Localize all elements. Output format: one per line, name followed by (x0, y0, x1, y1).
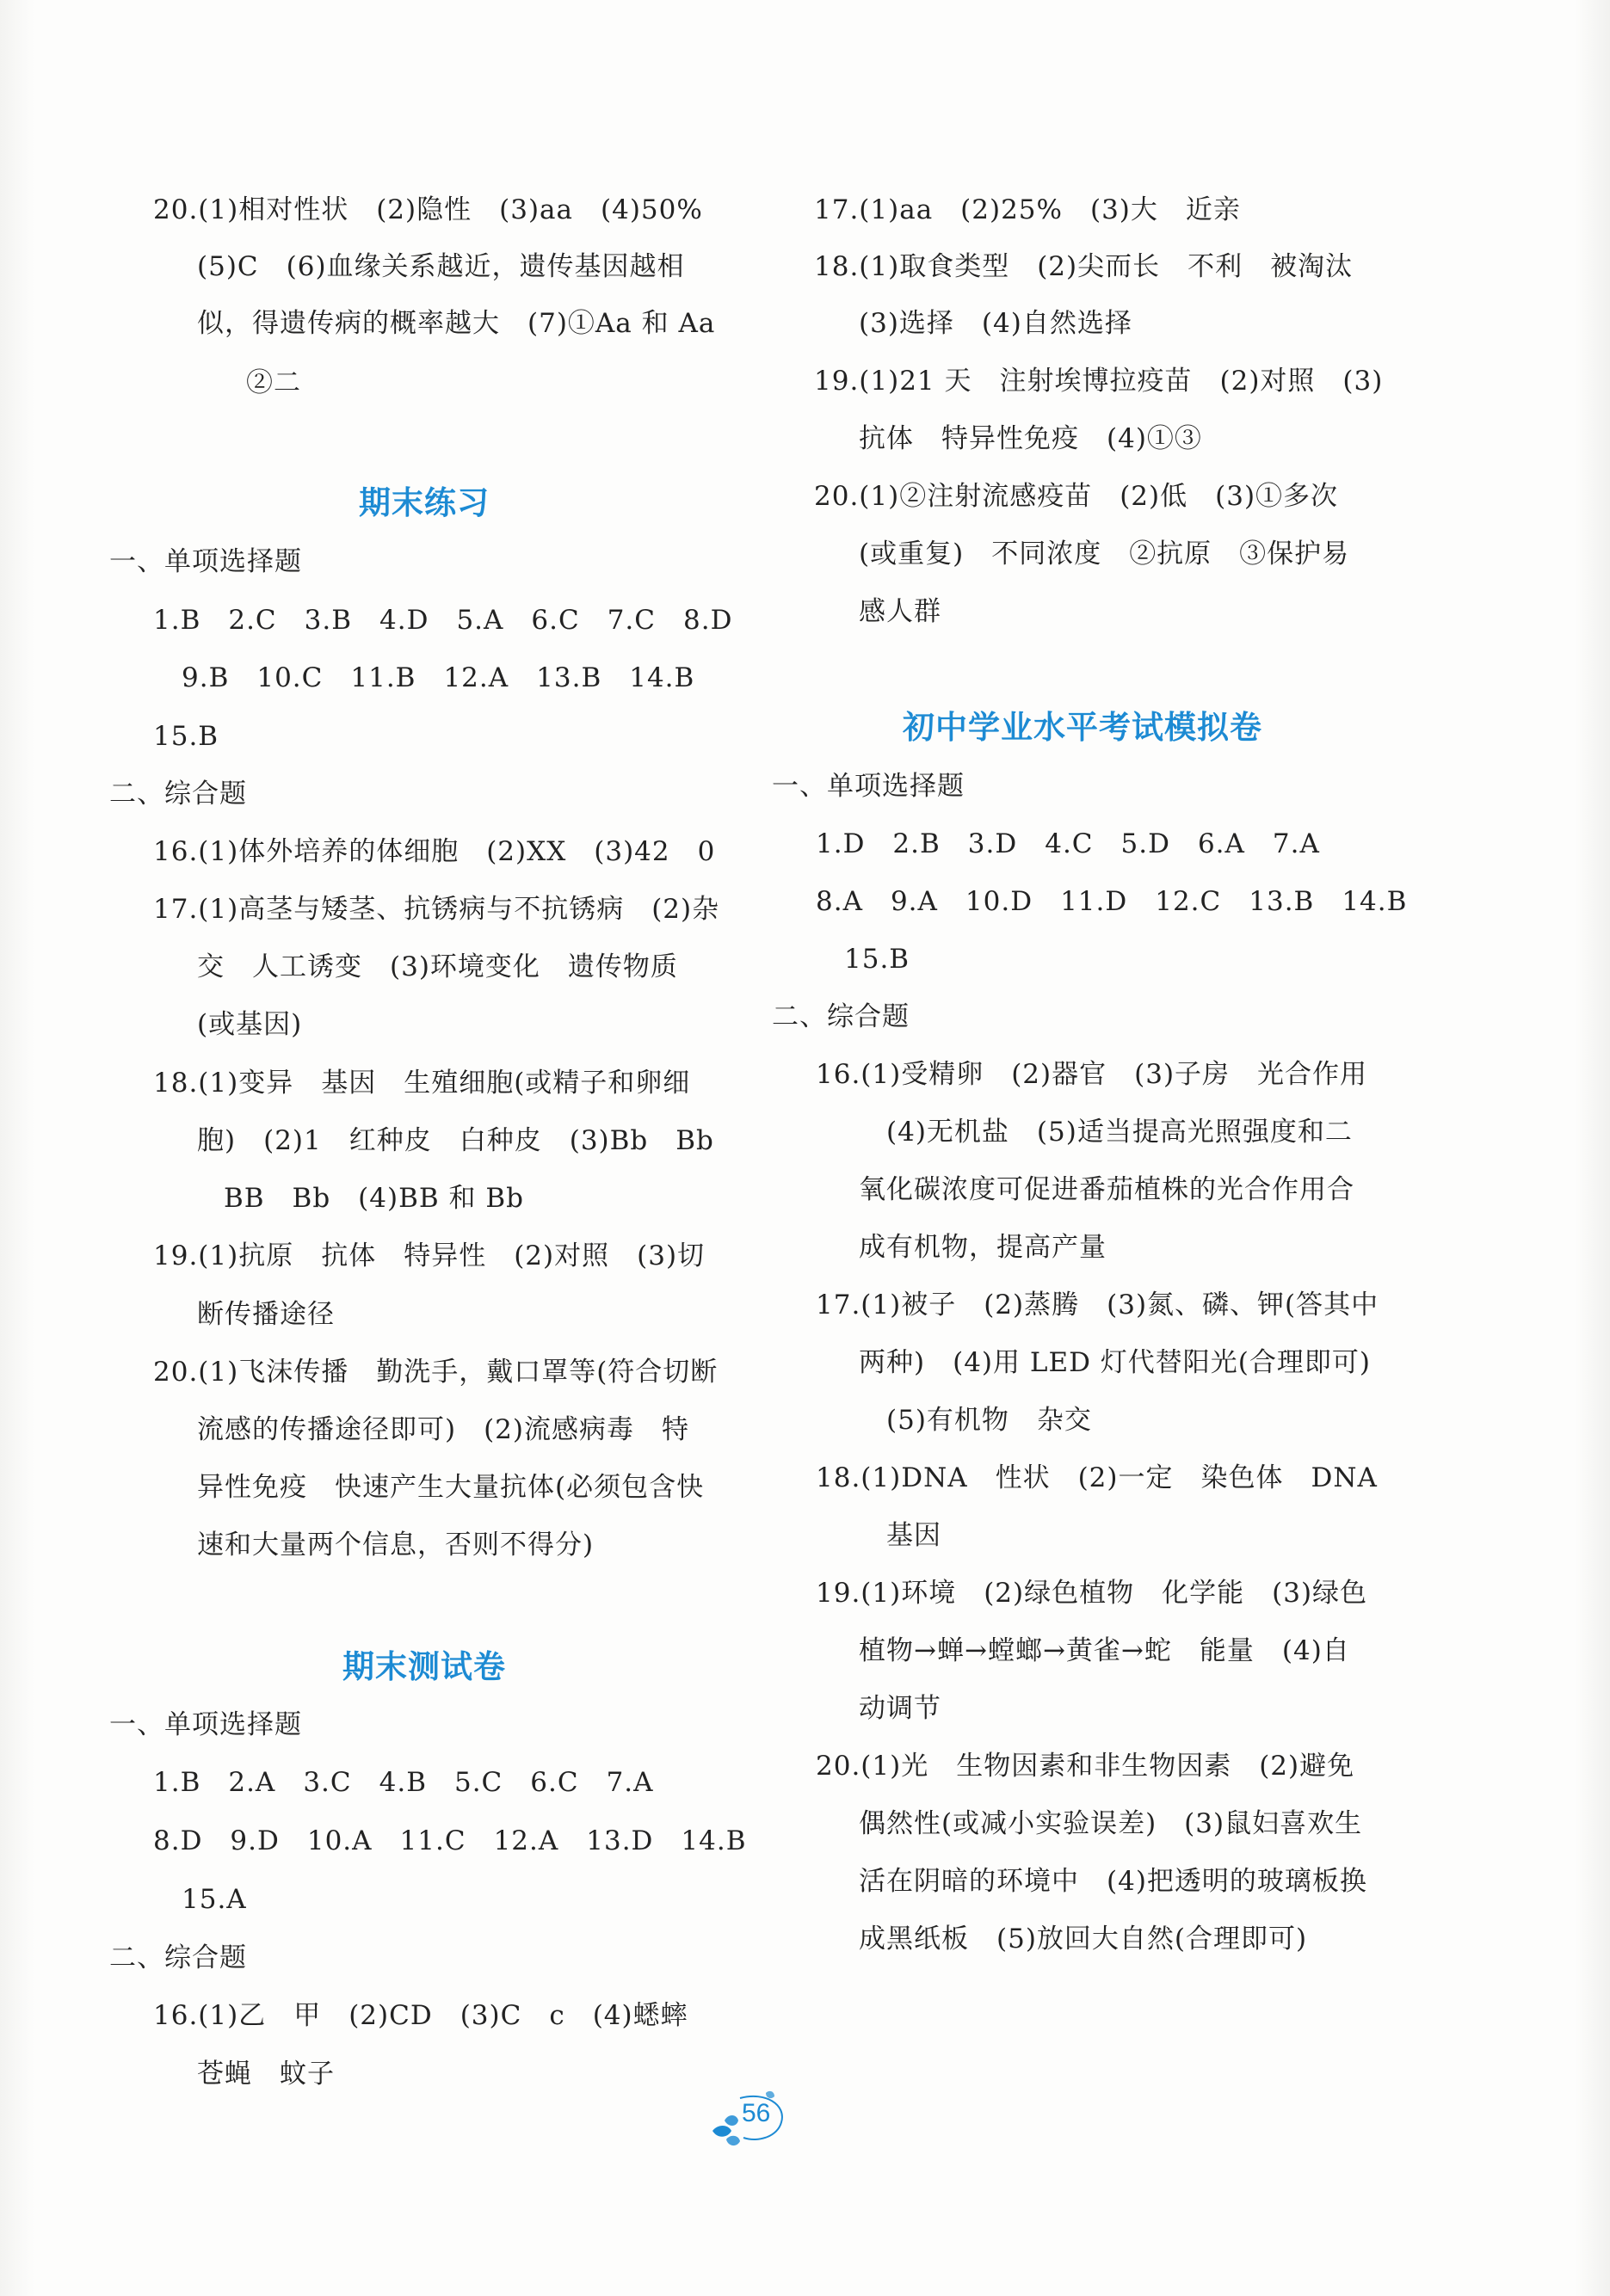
section-title: 期末练习 (359, 483, 490, 521)
text-line: 似，得遗传病的概率越大 (7)①Aa 和 Aa (197, 308, 716, 339)
answer-line: 18.(1)取食类型 (2)尖而长 不利 被淘汰 (814, 251, 1354, 282)
section-title: 初中学业水平考试模拟卷 (903, 708, 1262, 746)
answer-line: 15.B (153, 721, 219, 752)
answer-line: (或重复) 不同浓度 ②抗原 ③保护易 (859, 539, 1350, 569)
answer-line: 17.(1)高茎与矮茎、抗锈病与不抗锈病 (2)杂 (153, 894, 720, 925)
answer-line: 植物→蝉→螳螂→黄雀→蛇 能量 (4)自 (859, 1635, 1350, 1666)
answer-line: 基因 (886, 1520, 941, 1551)
answer-line: BB Bb (4)BB 和 Bb (224, 1183, 524, 1214)
answer-line: 1.D 2.B 3.D 4.C 5.D 6.A 7.A (816, 828, 1320, 859)
answer-line: 偶然性(或减小实验误差) (3)鼠妇喜欢生 (859, 1808, 1363, 1839)
page-number: 56 (742, 2099, 771, 2127)
answer-line: 断传播途径 (197, 1299, 335, 1330)
answer-line: 1.B 2.A 3.C 4.B 5.C 6.C 7.A (153, 1767, 654, 1798)
answer-line: (4)无机盐 (5)适当提高光照强度和二 (886, 1117, 1353, 1148)
answer-line: 17.(1)被子 (2)蒸腾 (3)氮、磷、钾(答其中 (816, 1290, 1379, 1320)
answer-line: 成黑纸板 (5)放回大自然(合理即可) (859, 1924, 1308, 1954)
page-number-badge (706, 2086, 792, 2155)
answer-line: 18.(1)变异 基因 生殖细胞(或精子和卵细 (153, 1068, 691, 1099)
answer-line: 流感的传播途径即可) (2)流感病毒 特 (197, 1414, 690, 1445)
answer-line: 16.(1)受精卵 (2)器官 (3)子房 光合作用 (816, 1059, 1368, 1090)
answer-line: 16.(1)乙 甲 (2)CD (3)C c (4)蟋蟀 (153, 2000, 688, 2031)
answer-line: 15.A (182, 1884, 247, 1915)
answer-line: 异性免疫 快速产生大量抗体(必须包含快 (197, 1472, 705, 1503)
answer-line: 16.(1)体外培养的体细胞 (2)XX (3)42 0 (153, 836, 716, 867)
answer-line: 1.B 2.C 3.B 4.D 5.A 6.C 7.C 8.D (153, 605, 733, 636)
answer-line: 感人群 (859, 596, 941, 627)
answer-line: 17.(1)aa (2)25% (3)大 近亲 (814, 194, 1241, 225)
section-title: 期末测试卷 (342, 1647, 506, 1685)
section-heading: 一、单项选择题 (772, 771, 965, 802)
answer-line: (或基因) (197, 1009, 303, 1040)
answer-line: 动调节 (859, 1693, 941, 1724)
answer-line: 胞) (2)1 红种皮 白种皮 (3)Bb Bb (197, 1125, 714, 1156)
answer-line: 成有机物，提高产量 (859, 1232, 1107, 1263)
answer-line: 9.B 10.C 11.B 12.A 13.B 14.B (182, 662, 695, 693)
answer-line: 19.(1)环境 (2)绿色植物 化学能 (3)绿色 (816, 1578, 1368, 1609)
section-heading: 二、综合题 (109, 779, 247, 809)
answer-line: 8.D 9.D 10.A 11.C 12.A 13.D 14.B (153, 1825, 747, 1856)
answer-line: 速和大量两个信息，否则不得分) (197, 1530, 595, 1560)
text-line: 20.(1)相对性状 (2)隐性 (3)aa (4)50% (153, 194, 703, 225)
answer-line: 抗体 特异性免疫 (4)①③ (859, 423, 1202, 454)
section-heading: 二、综合题 (109, 1942, 247, 1973)
answer-line: 15.B (844, 944, 910, 975)
answer-line: 19.(1)抗原 抗体 特异性 (2)对照 (3)切 (153, 1240, 706, 1271)
section-heading: 二、综合题 (772, 1001, 910, 1032)
answer-line: 20.(1)飞沫传播 勤洗手，戴口罩等(符合切断 (153, 1357, 719, 1388)
answer-line: 20.(1)②注射流感疫苗 (2)低 (3)①多次 (814, 481, 1339, 512)
answer-line: (5)有机物 杂交 (886, 1405, 1092, 1436)
text-line: ②二 (246, 367, 301, 398)
answer-line: 20.(1)光 生物因素和非生物因素 (2)避免 (816, 1751, 1355, 1782)
answer-line: 交 人工诱变 (3)环境变化 遗传物质 (197, 951, 678, 982)
section-heading: 一、单项选择题 (109, 1709, 302, 1740)
section-heading: 一、单项选择题 (109, 546, 302, 577)
answer-line: 18.(1)DNA 性状 (2)一定 染色体 DNA (816, 1462, 1378, 1493)
answer-line: 苍蝇 蚊子 (197, 2059, 335, 2090)
answer-line: (3)选择 (4)自然选择 (859, 308, 1132, 339)
answer-line: 氧化碳浓度可促进番茄植株的光合作用合 (859, 1174, 1354, 1205)
answer-line: 19.(1)21 天 注射埃博拉疫苗 (2)对照 (3) (814, 366, 1384, 397)
answer-line: 活在阴暗的环境中 (4)把透明的玻璃板换 (859, 1866, 1367, 1897)
text-line: (5)C (6)血缘关系越近，遗传基因越相 (197, 251, 685, 282)
answer-line: 8.A 9.A 10.D 11.D 12.C 13.B 14.B (816, 886, 1408, 917)
answer-line: 两种) (4)用 LED 灯代替阳光(合理即可) (859, 1347, 1371, 1378)
